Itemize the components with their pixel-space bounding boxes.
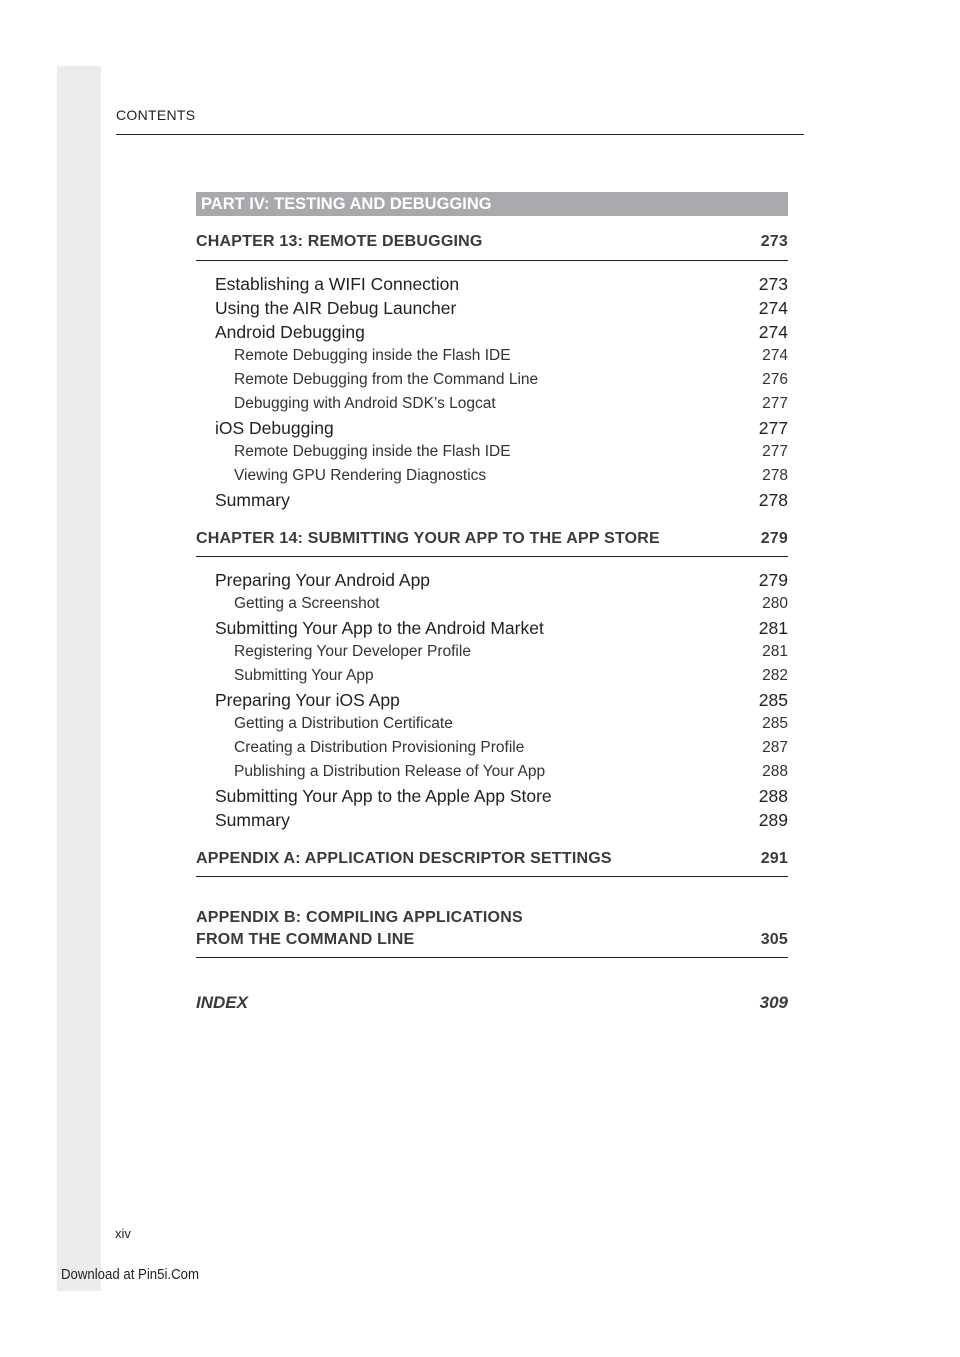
entry-title: Viewing GPU Rendering Diagnostics	[234, 467, 487, 484]
appendix-title: APPENDIX A: APPLICATION DESCRIPTOR SETTINGS	[196, 850, 612, 867]
entry-page: 288	[762, 763, 788, 780]
toc-entry[interactable]	[215, 418, 788, 439]
toc-entry[interactable]	[215, 810, 788, 831]
toc-chapter-13[interactable]	[196, 233, 788, 251]
entry-page: 285	[762, 715, 788, 732]
margin-strip	[57, 66, 101, 1291]
toc-subentry[interactable]	[234, 643, 788, 661]
download-note: Download at Pin5i.Com	[61, 1266, 199, 1283]
entry-page: 280	[762, 595, 788, 612]
entry-page: 287	[762, 739, 788, 756]
toc-entry[interactable]	[215, 786, 788, 807]
entry-page: 277	[758, 418, 788, 438]
toc-chapter-14[interactable]	[196, 530, 788, 548]
entry-title: Registering Your Developer Profile	[234, 643, 471, 660]
index-page: 309	[759, 993, 788, 1012]
toc-subentry[interactable]	[234, 763, 788, 781]
index-title: INDEX	[196, 993, 248, 1012]
entry-title: Summary	[215, 810, 290, 830]
entry-page: 278	[758, 490, 788, 510]
entry-page: 282	[762, 667, 788, 684]
appendix-rule	[196, 876, 788, 877]
entry-page: 277	[762, 395, 788, 412]
toc-subentry[interactable]	[234, 347, 788, 365]
toc-appendix-a[interactable]	[196, 850, 788, 868]
chapter-page: 279	[760, 530, 788, 547]
entry-title: iOS Debugging	[215, 418, 334, 438]
entry-title: Getting a Screenshot	[234, 595, 380, 612]
entry-page: 277	[762, 443, 788, 460]
toc-entry[interactable]	[215, 690, 788, 711]
toc-subentry[interactable]	[234, 371, 788, 389]
toc-subentry[interactable]	[234, 443, 788, 461]
toc-subentry[interactable]	[234, 395, 788, 413]
appendix-title	[196, 909, 523, 949]
entry-page: 285	[758, 690, 788, 710]
chapter-page: 273	[760, 233, 788, 250]
chapter-rule	[196, 556, 788, 557]
entry-page: 274	[758, 322, 788, 342]
entry-title: Submitting Your App to the Android Market	[215, 618, 544, 638]
entry-title: Establishing a WIFI Connection	[215, 274, 460, 294]
page-folio: xiv	[115, 1226, 131, 1241]
entry-title: Creating a Distribution Provisioning Profile	[234, 739, 525, 756]
toc-subentry[interactable]	[234, 715, 788, 733]
entry-title: Remote Debugging inside the Flash IDE	[234, 347, 511, 364]
appendix-page: 305	[760, 931, 788, 948]
entry-title: Remote Debugging from the Command Line	[234, 371, 539, 388]
chapter-title: CHAPTER 13: REMOTE DEBUGGING	[196, 233, 483, 250]
entry-title: Submitting Your App	[234, 667, 374, 684]
entry-title: Debugging with Android SDK’s Logcat	[234, 395, 496, 412]
entry-title: Preparing Your Android App	[215, 570, 431, 590]
toc-index[interactable]	[196, 993, 788, 1013]
entry-page: 276	[762, 371, 788, 388]
part-title: PART IV: TESTING AND DEBUGGING	[196, 192, 788, 216]
toc-entry[interactable]	[215, 298, 788, 319]
entry-page: 281	[762, 643, 788, 660]
entry-page: 289	[758, 810, 788, 830]
toc-entry[interactable]	[215, 570, 788, 591]
toc-subentry[interactable]	[234, 595, 788, 613]
running-head: CONTENTS	[116, 107, 196, 123]
toc-entry[interactable]	[215, 322, 788, 343]
entry-page: 274	[762, 347, 788, 364]
entry-title: Publishing a Distribution Release of Your App	[234, 763, 546, 780]
chapter-title: CHAPTER 14: SUBMITTING YOUR APP TO THE APP STORE	[196, 530, 660, 547]
entry-title: Remote Debugging inside the Flash IDE	[234, 443, 511, 460]
appendix-rule	[196, 957, 788, 958]
appendix-title-line2: FROM THE COMMAND LINE	[196, 931, 415, 948]
appendix-title-line1: APPENDIX B: COMPILING APPLICATIONS	[196, 909, 523, 926]
toc-subentry[interactable]	[234, 739, 788, 757]
toc-entry[interactable]	[215, 274, 788, 295]
header-rule	[116, 134, 804, 135]
entry-page: 279	[758, 570, 788, 590]
entry-title: Preparing Your iOS App	[215, 690, 400, 710]
entry-page: 281	[758, 618, 788, 638]
entry-page: 274	[758, 298, 788, 318]
entry-page: 273	[758, 274, 788, 294]
chapter-rule	[196, 260, 788, 261]
toc-subentry[interactable]	[234, 667, 788, 685]
toc-appendix-b[interactable]	[196, 909, 788, 949]
entry-title: Getting a Distribution Certificate	[234, 715, 453, 732]
entry-page: 288	[758, 786, 788, 806]
appendix-page: 291	[760, 850, 788, 867]
toc-entry[interactable]	[215, 490, 788, 511]
toc-subentry[interactable]	[234, 467, 788, 485]
entry-title: Android Debugging	[215, 322, 365, 342]
entry-page: 278	[762, 467, 788, 484]
entry-title: Submitting Your App to the Apple App Store	[215, 786, 552, 806]
entry-title: Summary	[215, 490, 290, 510]
toc-entry[interactable]	[215, 618, 788, 639]
entry-title: Using the AIR Debug Launcher	[215, 298, 457, 318]
